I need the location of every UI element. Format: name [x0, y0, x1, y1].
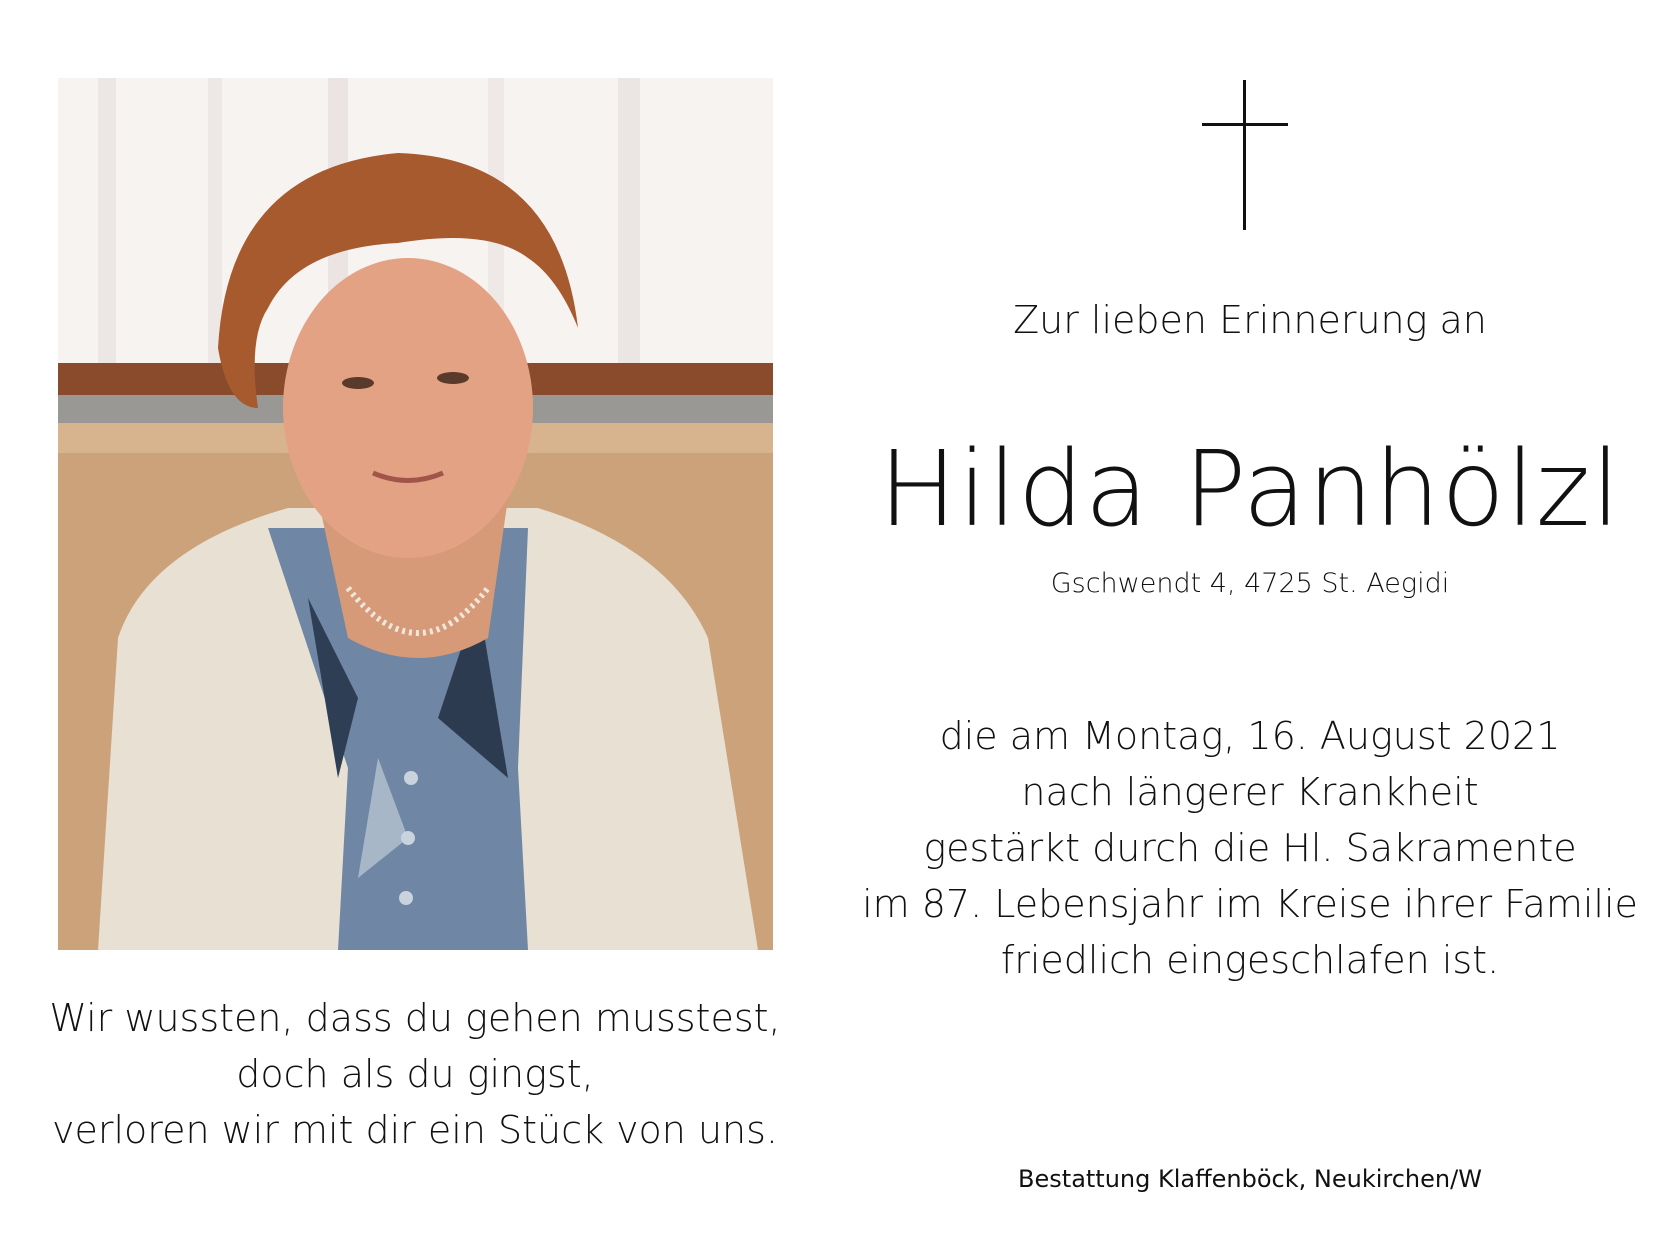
intro-text: Zur lieben Erinnerung an [1013, 298, 1487, 342]
address: Gschwendt 4, 4725 St. Aegidi [1050, 568, 1450, 599]
deceased-name: Hilda Panhölzl [878, 428, 1622, 550]
quote-line: verloren wir mit dir ein Stück von uns. [51, 1108, 779, 1152]
obituary-line: die am Montag, 16. August 2021 [939, 714, 1561, 758]
obituary-line: gestärkt durch die Hl. Sakramente [923, 826, 1577, 870]
funeral-home: Bestattung Klaffenböck, Neukirchen/W [1018, 1165, 1482, 1193]
quote-line: Wir wussten, dass du gehen musstest, [49, 996, 781, 1040]
cross-horizontal-bar [1202, 123, 1288, 126]
obituary-line: nach längerer Krankheit [1021, 770, 1479, 814]
obituary-text [860, 708, 1640, 988]
obituary-line: im 87. Lebensjahr im Kreise ihrer Familie [862, 882, 1638, 926]
portrait-image [58, 78, 773, 950]
cross-icon [1202, 80, 1288, 230]
cross-vertical-bar [1243, 80, 1246, 230]
quote [40, 990, 790, 1158]
portrait-photo [58, 78, 773, 950]
quote-line: doch als du gingst, [236, 1052, 594, 1096]
obituary-line: friedlich eingeschlafen ist. [1000, 938, 1500, 982]
